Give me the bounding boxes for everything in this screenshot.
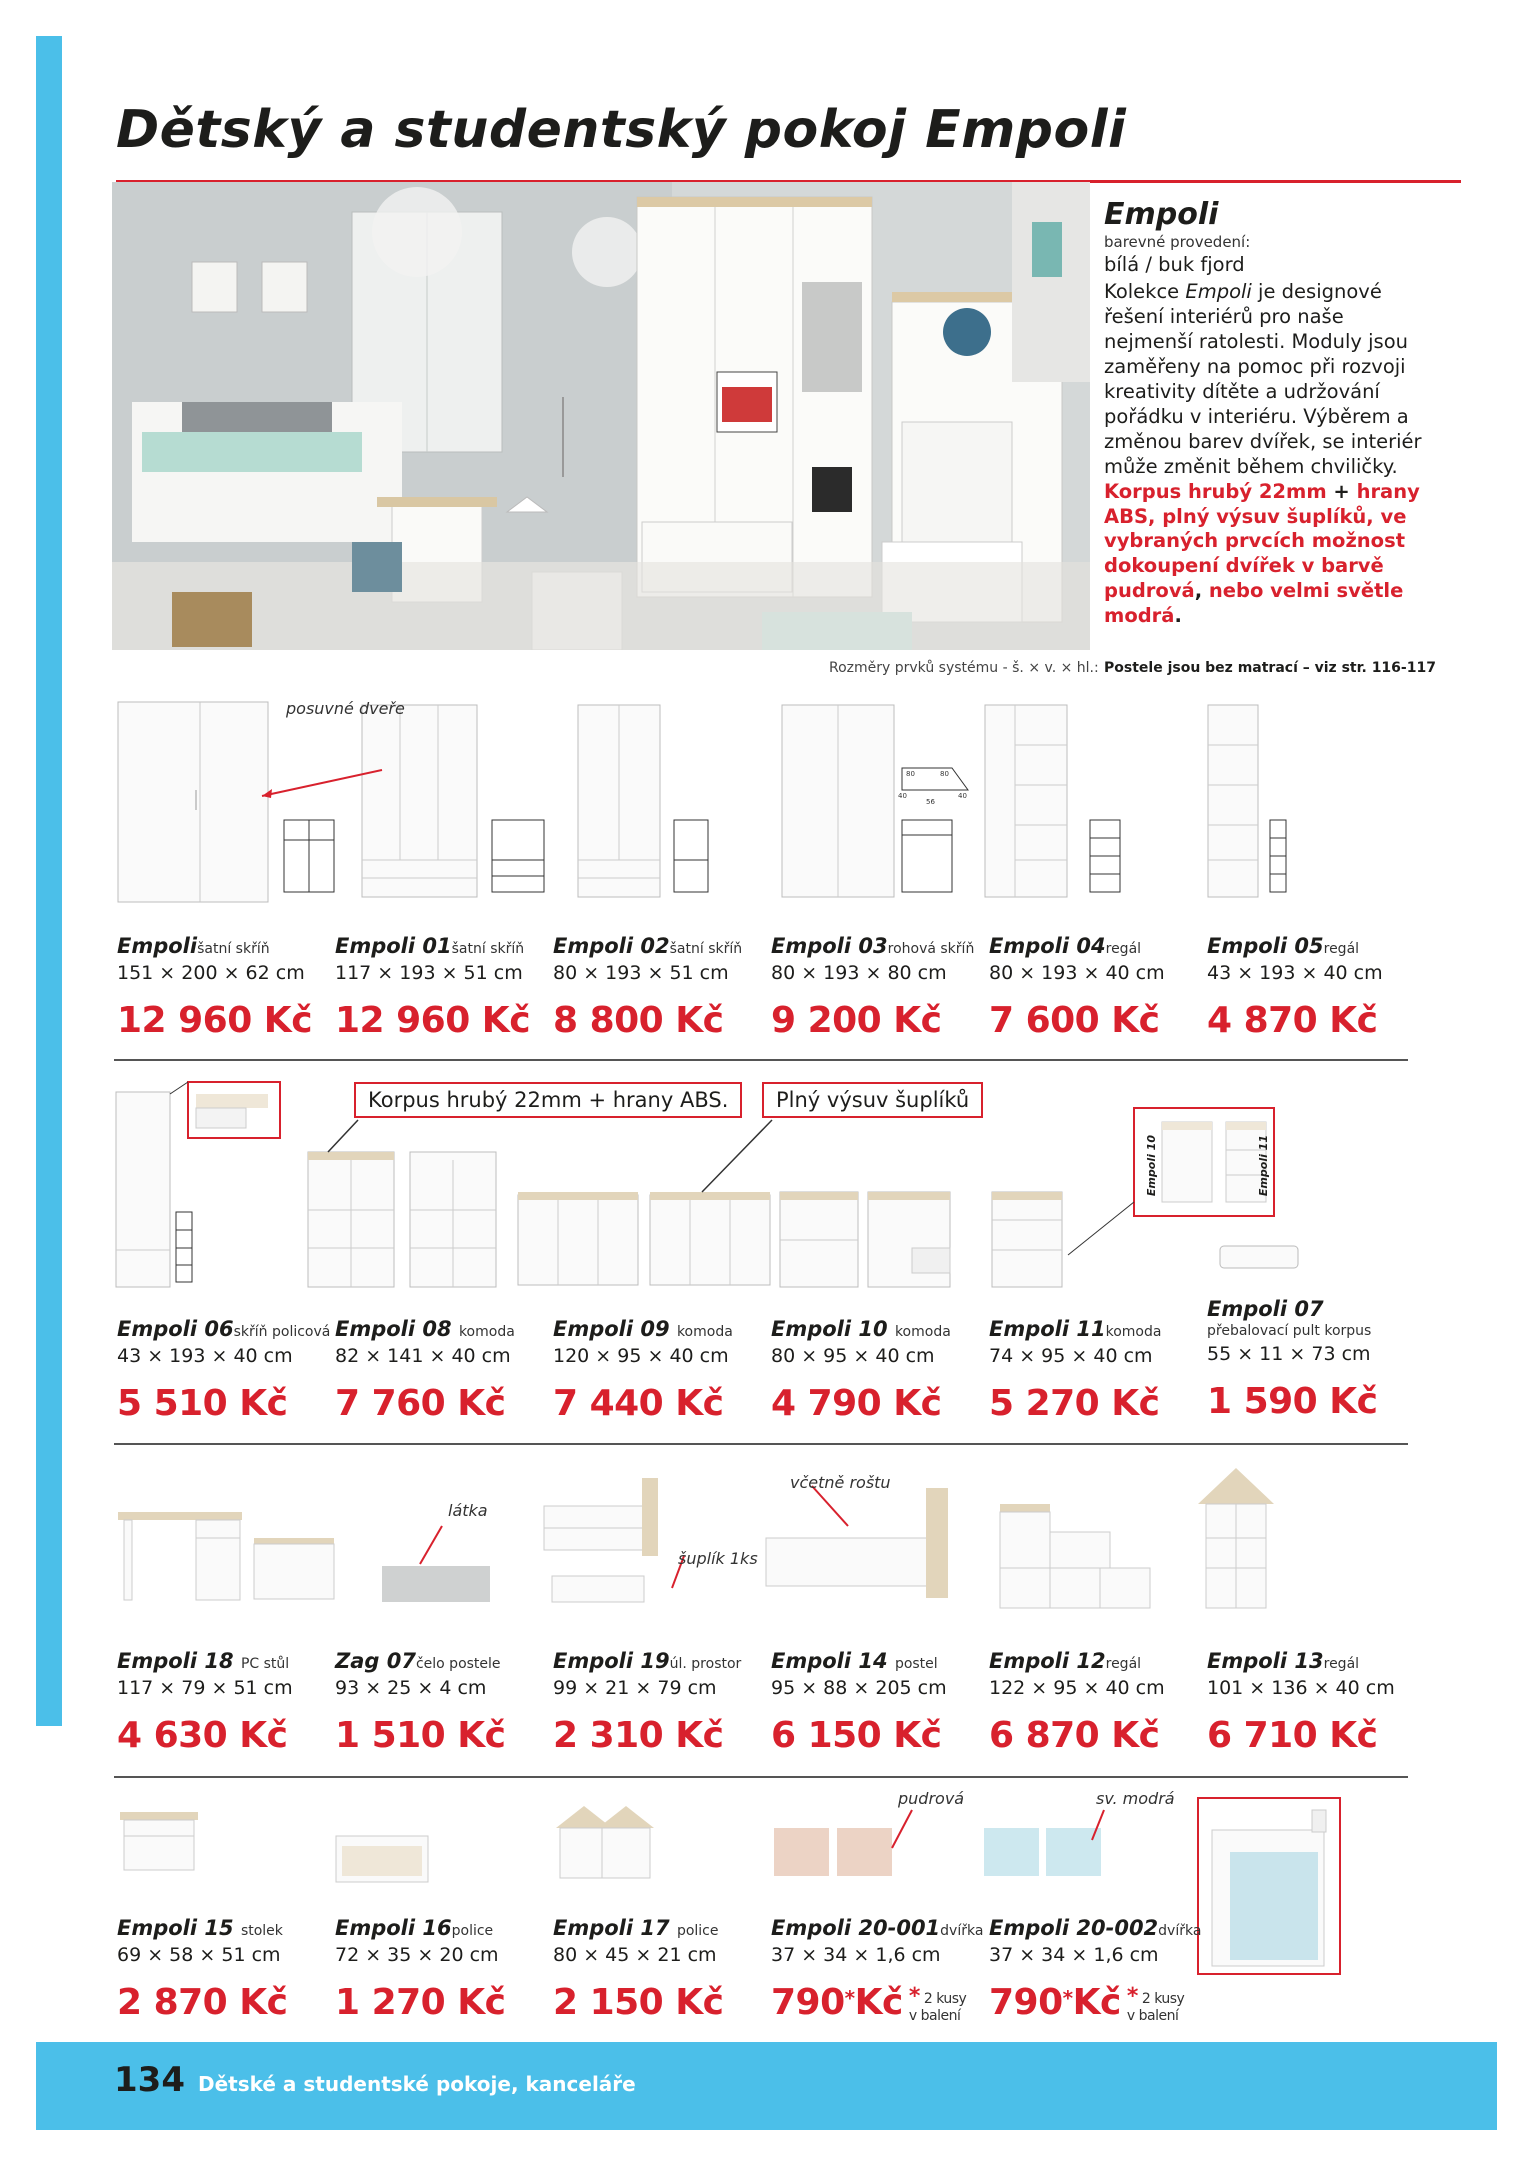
- product-price: 1 510 Kč: [335, 1715, 506, 1756]
- product-title: Empoli 19: [553, 1649, 670, 1673]
- corner-dim-3: 40: [898, 792, 907, 800]
- product-empoli-02: [553, 934, 763, 1041]
- product-type: úl. prostor: [669, 1656, 742, 1672]
- product-type: komoda: [676, 1324, 733, 1340]
- thumb-empoli-01: [362, 705, 544, 897]
- thumb-empoli-door-box: [1198, 1798, 1340, 1974]
- description-a: Kolekce: [1104, 279, 1186, 303]
- product-empoli-17: [553, 1916, 763, 2023]
- price-currency: Kč: [1072, 1982, 1121, 2023]
- product-name: [1207, 1649, 1417, 1673]
- product-empoli-18: [117, 1649, 327, 1756]
- product-dimensions: 82 × 141 × 40 cm: [335, 1345, 511, 1367]
- collection-info: [1104, 198, 1424, 629]
- page-title: Dětský a studentský pokoj Empoli: [116, 100, 1127, 160]
- price-currency: Kč: [854, 1982, 903, 2023]
- product-name: [335, 1649, 545, 1673]
- product-name: [771, 934, 981, 958]
- product-title: Empoli 11: [989, 1317, 1106, 1341]
- product-type: stolek: [240, 1923, 283, 1939]
- thumb-empoli-20-002: [984, 1828, 1101, 1876]
- row-divider-1: [114, 1059, 1408, 1061]
- product-title: Empoli 10: [771, 1317, 888, 1341]
- product-title: Zag 07: [335, 1649, 416, 1673]
- price-star: *: [1062, 1986, 1073, 2010]
- thumb-empoli-12: [1000, 1504, 1150, 1608]
- product-empoli-15: [117, 1916, 327, 2023]
- product-price: 12 960 Kč: [335, 1000, 531, 1041]
- product-type: rohová skříň: [887, 941, 975, 957]
- thumb-empoli-03: [782, 705, 968, 897]
- product-type: šatní skříň: [451, 941, 525, 957]
- product-type: komoda: [1105, 1324, 1162, 1340]
- product-dimensions: 37 × 34 × 1,6 cm: [771, 1944, 941, 1966]
- pack-line-1: 2 kusy: [1141, 1991, 1185, 2007]
- product-title: Empoli 02: [553, 934, 670, 958]
- product-name: [771, 1317, 981, 1341]
- row1-thumbnails: [112, 700, 1412, 910]
- side-accent-bar: [36, 36, 62, 1726]
- product-title: Empoli 05: [1207, 934, 1324, 958]
- product-type: regál: [1105, 941, 1142, 957]
- annotation-pink: pudrová: [898, 1789, 965, 1808]
- product-title: Empoli 17: [553, 1916, 670, 1940]
- product-name: [771, 1649, 981, 1673]
- row-divider-2: [114, 1443, 1408, 1445]
- vertical-label-empoli-10: Empoli 10: [1145, 1135, 1158, 1197]
- price-value: 790: [989, 1982, 1063, 2023]
- product-name: [1207, 934, 1417, 958]
- product-dimensions: 43 × 193 × 40 cm: [1207, 962, 1383, 984]
- product-dimensions: 117 × 193 × 51 cm: [335, 962, 523, 984]
- product-empoli-04: [989, 934, 1199, 1041]
- product-empoli-13: [1207, 1649, 1417, 1756]
- features-red-1: Korpus hrubý 22mm: [1104, 479, 1327, 503]
- product-type: dvířka: [940, 1923, 984, 1939]
- product-type: postel: [894, 1656, 938, 1672]
- annotation-slatted-base: včetně roštu: [790, 1473, 891, 1492]
- product-name: [989, 1317, 1199, 1341]
- product-title: Empoli 20-001: [771, 1916, 941, 1940]
- corner-dim-2: 80: [940, 770, 949, 778]
- pack-star: *: [908, 1984, 920, 2009]
- product-title: Empoli 09: [553, 1317, 670, 1341]
- product-price: 6 710 Kč: [1207, 1715, 1378, 1756]
- footer-section-title: Dětské a studentské pokoje, kanceláře: [198, 2072, 636, 2096]
- product-empoli-20-002: [989, 1916, 1202, 2025]
- corner-dim-5: 56: [926, 798, 935, 806]
- color-label: barevné provedení:: [1104, 233, 1251, 251]
- product-name: [553, 1916, 763, 1940]
- label-korpus: Korpus hrubý 22mm + hrany ABS.: [354, 1082, 742, 1118]
- row3-thumbnails: [112, 1468, 1412, 1618]
- product-title: Empoli 06: [117, 1317, 234, 1341]
- product-title: Empoli 07: [1207, 1297, 1324, 1321]
- page-number: 134: [114, 2060, 185, 2100]
- pack-info: [909, 1985, 966, 2025]
- color-value: bílá / buk fjord: [1104, 253, 1245, 276]
- product-type: regál: [1105, 1656, 1142, 1672]
- thumb-empoli-16: [336, 1836, 428, 1882]
- features-dot: .: [1174, 604, 1182, 628]
- product-type: komoda: [458, 1324, 515, 1340]
- features-comma: ,: [1194, 579, 1209, 603]
- product-name: [989, 1916, 1202, 1940]
- product-title: Empoli 15: [117, 1916, 234, 1940]
- product-price: 1 590 Kč: [1207, 1381, 1378, 1422]
- product-empoli-19: [553, 1649, 763, 1756]
- product-empoli-10: [771, 1317, 981, 1424]
- description-b: je designové řešení interiérů pro naše nejmenší ratolesti. Moduly jsou zaměřeny na pomoc při rozvoji kreativity dítěte a udržování pořádku v interiéru. Výběrem a změnou barev dvířek, se interiér může změnit během chviličky.: [1104, 279, 1422, 478]
- product-name: [117, 1649, 327, 1673]
- label-drawers: Plný výsuv šuplíků: [762, 1082, 983, 1118]
- product-name: [553, 1649, 763, 1673]
- room-photo: [112, 182, 1090, 650]
- product-price: 4 870 Kč: [1207, 1000, 1378, 1041]
- product-price: 6 870 Kč: [989, 1715, 1160, 1756]
- thumb-empoli-13: [1198, 1468, 1274, 1608]
- product-empoli-05: [1207, 934, 1417, 1041]
- product-empoli-07: [1207, 1297, 1417, 1422]
- pack-line-2: v balení: [1126, 2008, 1179, 2025]
- collection-description: [1104, 280, 1424, 480]
- product-title: Empoli 20-002: [989, 1916, 1159, 1940]
- product-price: 4 630 Kč: [117, 1715, 288, 1756]
- product-title: Empoli 16: [335, 1916, 452, 1940]
- product-type: skříň policová: [233, 1324, 331, 1340]
- product-dimensions: 117 × 79 × 51 cm: [117, 1677, 293, 1699]
- product-price: [989, 1982, 1199, 2023]
- corner-dim-4: 40: [958, 792, 967, 800]
- product-dimensions: 80 × 45 × 21 cm: [553, 1944, 717, 1966]
- product-dimensions: 101 × 136 × 40 cm: [1207, 1677, 1395, 1699]
- product-title: Empoli: [117, 934, 198, 958]
- product-dimensions: 80 × 95 × 40 cm: [771, 1345, 935, 1367]
- product-title: Empoli 14: [771, 1649, 888, 1673]
- product-type: regál: [1323, 941, 1360, 957]
- price-value: 790: [771, 1982, 845, 2023]
- product-price: 5 270 Kč: [989, 1383, 1160, 1424]
- product-empoli-12: [989, 1649, 1199, 1756]
- product-type: dvířka: [1158, 1923, 1202, 1939]
- product-price: 2 870 Kč: [117, 1982, 288, 2023]
- pack-info: [1127, 1985, 1184, 2025]
- product-price: 2 310 Kč: [553, 1715, 724, 1756]
- product-title: Empoli 18: [117, 1649, 234, 1673]
- product-zag-07: [335, 1649, 545, 1756]
- thumb-empoli-05: [1208, 705, 1286, 897]
- product-dimensions: 74 × 95 × 40 cm: [989, 1345, 1153, 1367]
- product-empoli-08: [335, 1317, 545, 1424]
- product-type: šatní skříň: [669, 941, 743, 957]
- korpus-leader: [328, 1120, 358, 1152]
- product-price: 8 800 Kč: [553, 1000, 724, 1041]
- product-price: 9 200 Kč: [771, 1000, 942, 1041]
- product-price: 2 150 Kč: [553, 1982, 724, 2023]
- thumb-empoli-20-001: [774, 1828, 892, 1876]
- product-type: čelo postele: [415, 1656, 501, 1672]
- product-title: Empoli 08: [335, 1317, 452, 1341]
- product-dimensions: 151 × 200 × 62 cm: [117, 962, 305, 984]
- product-type: police: [451, 1923, 494, 1939]
- product-type: komoda: [894, 1324, 951, 1340]
- product-type: regál: [1323, 1656, 1360, 1672]
- product-empoli-11: [989, 1317, 1199, 1424]
- product-price: 7 600 Kč: [989, 1000, 1160, 1041]
- product-name: [553, 934, 763, 958]
- thumb-empoli-06: [116, 1082, 280, 1287]
- product-dimensions: 80 × 193 × 40 cm: [989, 962, 1165, 984]
- thumb-empoli-wardrobe: [118, 702, 334, 902]
- product-dimensions: 80 × 193 × 51 cm: [553, 962, 729, 984]
- product-empoli-09: [553, 1317, 763, 1424]
- features-plus: +: [1326, 479, 1357, 503]
- product-name: [1207, 1297, 1417, 1339]
- product-empoli-20-001: [771, 1916, 984, 2025]
- product-name: [771, 1916, 984, 1940]
- arrow-fabric: [420, 1526, 442, 1564]
- product-name: [335, 1916, 545, 1940]
- thumb-empoli-14: [766, 1488, 948, 1598]
- product-name: [335, 934, 545, 958]
- product-type: PC stůl: [240, 1656, 290, 1672]
- product-empoli-01: [335, 934, 545, 1041]
- product-title: Empoli 13: [1207, 1649, 1324, 1673]
- collection-name: Empoli: [1104, 197, 1219, 232]
- thumb-empoli-08: [308, 1152, 496, 1287]
- dimensions-note: Rozměry prvků systému - š. × v. × hl.:: [829, 660, 1099, 676]
- vertical-label-empoli-11: Empoli 11: [1257, 1135, 1270, 1197]
- product-dimensions: 93 × 25 × 4 cm: [335, 1677, 487, 1699]
- thumb-empoli-11: [992, 1192, 1062, 1287]
- product-name: [117, 1916, 327, 1940]
- product-type: police: [676, 1923, 719, 1939]
- product-name: [989, 934, 1199, 958]
- product-type: šatní skříň: [197, 941, 270, 957]
- product-name: [117, 1317, 331, 1341]
- annotation-fabric: látka: [448, 1501, 488, 1520]
- thumb-empoli-19: [544, 1478, 658, 1602]
- thumb-empoli-07-box: [1068, 1108, 1298, 1268]
- product-dimensions: 72 × 35 × 20 cm: [335, 1944, 499, 1966]
- features-red-2: hrany ABS, plný výsuv šuplíků, ve vybraných prvcích možnost dokoupení dvířek v barvě pudrová: [1104, 479, 1420, 603]
- thumb-zag-07: [382, 1566, 490, 1602]
- product-price: [771, 1982, 981, 2023]
- product-dimensions: 99 × 21 × 79 cm: [553, 1677, 717, 1699]
- product-name: [989, 1649, 1199, 1673]
- product-title: Empoli 12: [989, 1649, 1106, 1673]
- product-name: [117, 934, 327, 958]
- features-red-3: nebo velmi světle modrá: [1104, 579, 1404, 628]
- product-price: 7 760 Kč: [335, 1383, 506, 1424]
- pack-line-1: 2 kusy: [923, 1991, 967, 2007]
- thumb-empoli-09: [518, 1192, 770, 1285]
- product-dimensions: 95 × 88 × 205 cm: [771, 1677, 947, 1699]
- thumb-empoli-17: [556, 1806, 654, 1878]
- thumb-empoli-18: [118, 1512, 334, 1600]
- product-empoli-03: [771, 934, 981, 1041]
- annotation-light-blue: sv. modrá: [1096, 1789, 1175, 1808]
- thumb-empoli-02: [578, 705, 708, 897]
- price-star: *: [844, 1986, 855, 2010]
- thumb-empoli-04: [985, 705, 1120, 897]
- pack-line-2: v balení: [908, 2008, 961, 2025]
- product-dimensions: 43 × 193 × 40 cm: [117, 1345, 293, 1367]
- annotation-sliding-doors: posuvné dveře: [286, 699, 405, 718]
- drawers-leader: [702, 1120, 772, 1192]
- product-dimensions: 120 × 95 × 40 cm: [553, 1345, 729, 1367]
- product-title: Empoli 01: [335, 934, 452, 958]
- product-title: Empoli 03: [771, 934, 888, 958]
- product-title: Empoli 04: [989, 934, 1106, 958]
- row-divider-3: [114, 1776, 1408, 1778]
- product-dimensions: 69 × 58 × 51 cm: [117, 1944, 281, 1966]
- product-price: 5 510 Kč: [117, 1383, 288, 1424]
- product-dimensions: 122 × 95 × 40 cm: [989, 1677, 1165, 1699]
- product-price: 1 270 Kč: [335, 1982, 506, 2023]
- product-price: 4 790 Kč: [771, 1383, 942, 1424]
- product-name: [553, 1317, 763, 1341]
- product-dimensions: 80 × 193 × 80 cm: [771, 962, 947, 984]
- product-empoli-16: [335, 1916, 545, 2023]
- product-dimensions: 55 × 11 × 73 cm: [1207, 1343, 1371, 1365]
- product-dimensions: 37 × 34 × 1,6 cm: [989, 1944, 1159, 1966]
- thumb-empoli-15: [120, 1812, 198, 1870]
- product-empoli: [117, 934, 327, 1041]
- pack-star: *: [1126, 1984, 1138, 2009]
- product-price: 6 150 Kč: [771, 1715, 942, 1756]
- room-photo-illustration: [112, 182, 1090, 650]
- product-empoli-14: [771, 1649, 981, 1756]
- product-empoli-06: [117, 1317, 331, 1424]
- corner-dim-1: 80: [906, 770, 915, 778]
- collection-features: [1104, 480, 1424, 630]
- beds-note: Postele jsou bez matrací – viz str. 116-117: [1104, 660, 1436, 676]
- product-price: 12 960 Kč: [117, 1000, 313, 1041]
- annotation-drawer: šuplík 1ks: [678, 1549, 758, 1568]
- product-type: přebalovací pult korpus: [1207, 1323, 1372, 1339]
- product-name: [335, 1317, 545, 1341]
- arrow-pink: [892, 1810, 912, 1848]
- description-italic: Empoli: [1185, 279, 1252, 303]
- thumb-empoli-10: [780, 1192, 950, 1287]
- product-price: 7 440 Kč: [553, 1383, 724, 1424]
